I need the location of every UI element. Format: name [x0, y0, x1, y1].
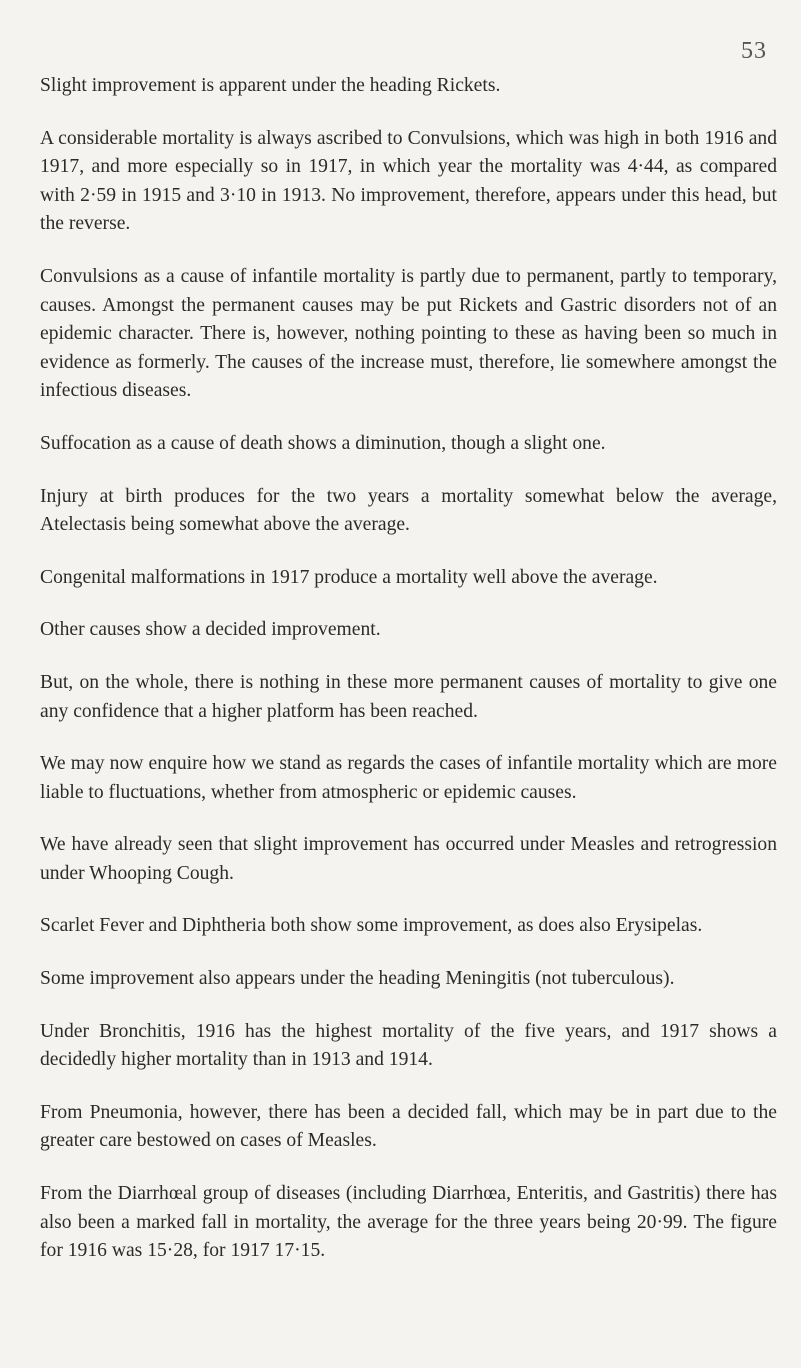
paragraph-permanent-causes: But, on the whole, there is nothing in these more permanent causes of mortality to give one any confidence that a higher platform has been reached.	[40, 671, 777, 722]
paragraph-fluctuations: We may now enquire how we stand as regards the cases of infantile mortality which are more liable to fluctuations, whether from atmospheric or epidemic causes.	[40, 753, 777, 803]
paragraph-diarrhoeal-group: From the Diarrhœal group of diseases (including Diarrhœa, Enteritis, and Gastritis) there has also been a marked fall in mortality, the average for the three years being 20·99. The figure for 1916 was 15·28, for 1917 17·15.	[40, 1183, 777, 1262]
paragraph-rickets: Slight improvement is apparent under the heading Rickets.	[40, 75, 501, 96]
paragraph-suffocation: Suffocation as a cause of death shows a diminution, though a slight one.	[40, 432, 606, 454]
paragraph-injury-at-birth: Injury at birth produces for the two years a mortality somewhat below the average, Atelectasis being somewhat above the average.	[40, 485, 777, 536]
paragraph-convulsions-mortality: A considerable mortality is always ascribed to Convulsions, which was high in both 1916 and 1917, and more especially so in 1917, in which year the mortality was 4·44, as compared with 2·59 in 1915 and 3·10 in 1913. No improvement, therefore, appears under this head, but the reverse.	[40, 127, 777, 235]
paragraph-congenital-malformations: Congenital malformations in 1917 produce a mortality well above the average.	[40, 566, 658, 588]
paragraph-meningitis: Some improvement also appears under the heading Meningitis (not tuberculous).	[40, 968, 675, 990]
paragraph-bronchitis: Under Bronchitis, 1916 has the highest mortality of the five years, and 1917 shows a decidedly higher mortality than in 1913 and 1914.	[40, 1020, 777, 1071]
paragraph-measles-whooping-cough: We have already seen that slight improvement has occurred under Measles and retrogression under Whooping Cough.	[40, 834, 777, 884]
paragraph-pneumonia: From Pneumonia, however, there has been a decided fall, which may be in part due to the greater care bestowed on cases of Measles.	[40, 1101, 777, 1152]
body-text	[40, 72, 777, 1290]
paragraph-scarlet-fever-diphtheria: Scarlet Fever and Diphtheria both show some improvement, as does also Erysipelas.	[40, 915, 703, 937]
paragraph-other-causes: Other causes show a decided improvement.	[40, 619, 381, 641]
page-number: 53	[741, 38, 767, 64]
paragraph-convulsions-causes: Convulsions as a cause of infantile mortality is partly due to permanent, partly to temporary, causes. Amongst the permanent causes may be put Rickets and Gastric disorders not of an epidemic character. There is, however, nothing pointing to these as having been so much in evidence as formerly. The causes of the increase must, therefore, lie somewhere amongst the infectious diseases.	[40, 265, 777, 402]
